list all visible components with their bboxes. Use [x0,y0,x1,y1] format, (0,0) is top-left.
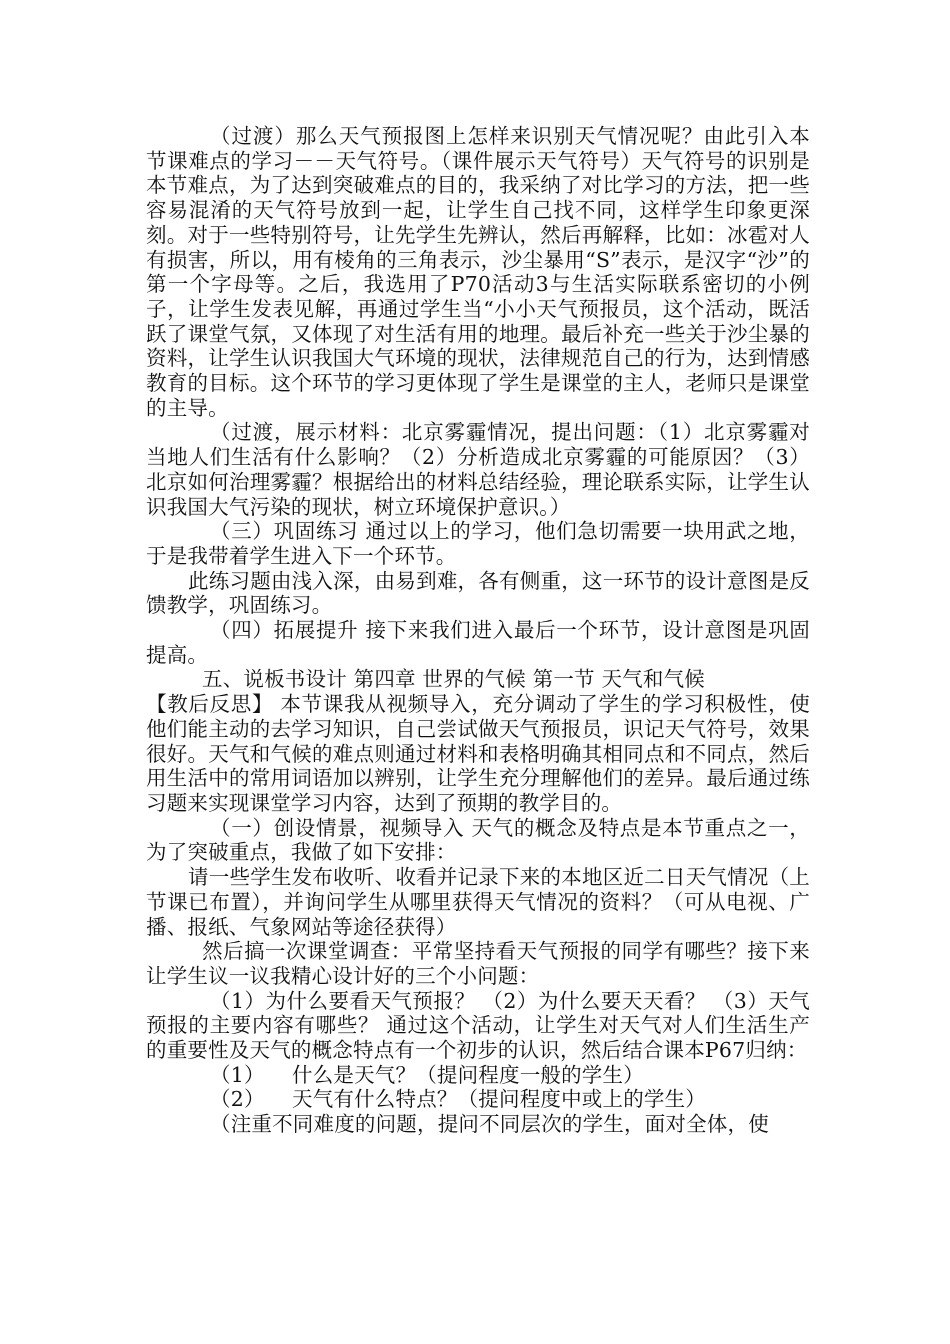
paragraph-three-questions: （1）为什么要看天气预报？ （2）为什么要天天看？ （3）天气预报的主要内容有哪些？ 通过这个活动，让学生对天气对人们生活生产的重要性及天气的概念特点有一个初步的认识，然后结合课本P67归纳： [146,988,810,1063]
paragraph-introduction: （一）创设情景，视频导入 天气的概念及特点是本节重点之一，为了突破重点，我做了如下安排： [146,815,810,865]
list-item-number: （2） [210,1087,265,1112]
paragraph-weather-symbols: （过渡）那么天气预报图上怎样来识别天气情况呢？由此引入本节课难点的学习－－天气符号。（课件展示天气符号）天气符号的识别是本节难点，为了达到突破难点的目的，我采纳了对比学习的方法，把一些容易混淆的天气符号放到一起，让学生自己找不同，这样学生印象更深刻。对于一些特别符号，让先学生先辨认，然后再解释，比如：冰雹对人有损害，所以，用有棱角的三角表示，沙尘暴用“S”表示，是汉字“沙”的第一个字母等。之后，我选用了P70活动3与生活实际联系密切的小例子，让学生发表见解，再通过学生当“小小天气预报员，这个活动，既活跃了课堂气氛，又体现了对生活有用的地理。最后补充一些关于沙尘暴的资料，让学生认识我国大气环境的现状，法律规范自己的行为，达到情感教育的目标。这个环节的学习更体现了学生是课堂的主人，老师只是课堂的主导。 [146,124,810,420]
paragraph-consolidation-practice: （三）巩固练习 通过以上的学习，他们急切需要一块用武之地，于是我带着学生进入下一个环节。 [146,519,810,568]
list-item-text: 什么是天气？（提问程度一般的学生） [292,1062,644,1087]
paragraph-weather-report: 请一些学生发布收听、收看并记录下来的本地区近二日天气情况（上节课已布置），并询问学生从哪里获得天气情况的资料？（可从电视、广播、报纸、气象网站等途径获得） [146,865,810,939]
paragraph-class-survey: 然后搞一次课堂调查：平常坚持看天气预报的同学有哪些？接下来让学生议一议我精心设计好的三个小问题： [146,939,810,988]
heading-board-design: 五、说板书设计 第四章 世界的气候 第一节 天气和气候 [202,667,705,692]
list-item-text: 天气有什么特点？（提问程度中或上的学生） [292,1087,706,1112]
list-item-number: （1） [210,1062,265,1087]
paragraph-beijing-smog: （过渡，展示材料：北京雾霾情况，提出问题：（1）北京雾霾对当地人们生活有什么影响？（2）分析造成北京雾霾的可能原因？（3）北京如何治理雾霾？根据给出的材料总结经验，理论联系实际，让学生认识我国大气污染的现状，树立环境保护意识。） [146,420,810,519]
paragraph-note: （注重不同难度的问题，提问不同层次的学生，面对全体，使 [210,1112,769,1137]
paragraph-reflection: 【教后反思】 本节课我从视频导入，充分调动了学生的学习积极性，使他们能主动的去学习知识，自己尝试做天气预报员，识记天气符号，效果很好。天气和气候的难点则通过材料和表格明确其相同点和不同点，然后用生活中的常用词语加以辨别，让学生充分理解他们的差异。最后通过练习题来实现课堂学习内容，达到了预期的教学目的。 [146,692,810,815]
list-item [146,1087,810,1112]
list-item [146,1063,810,1088]
document-page [146,124,810,1137]
paragraph-extension: （四）拓展提升 接下来我们进入最后一个环节，设计意图是巩固提高。 [146,618,810,667]
paragraph-exercise-design: 此练习题由浅入深，由易到难，各有侧重，这一环节的设计意图是反馈教学，巩固练习。 [146,568,810,618]
